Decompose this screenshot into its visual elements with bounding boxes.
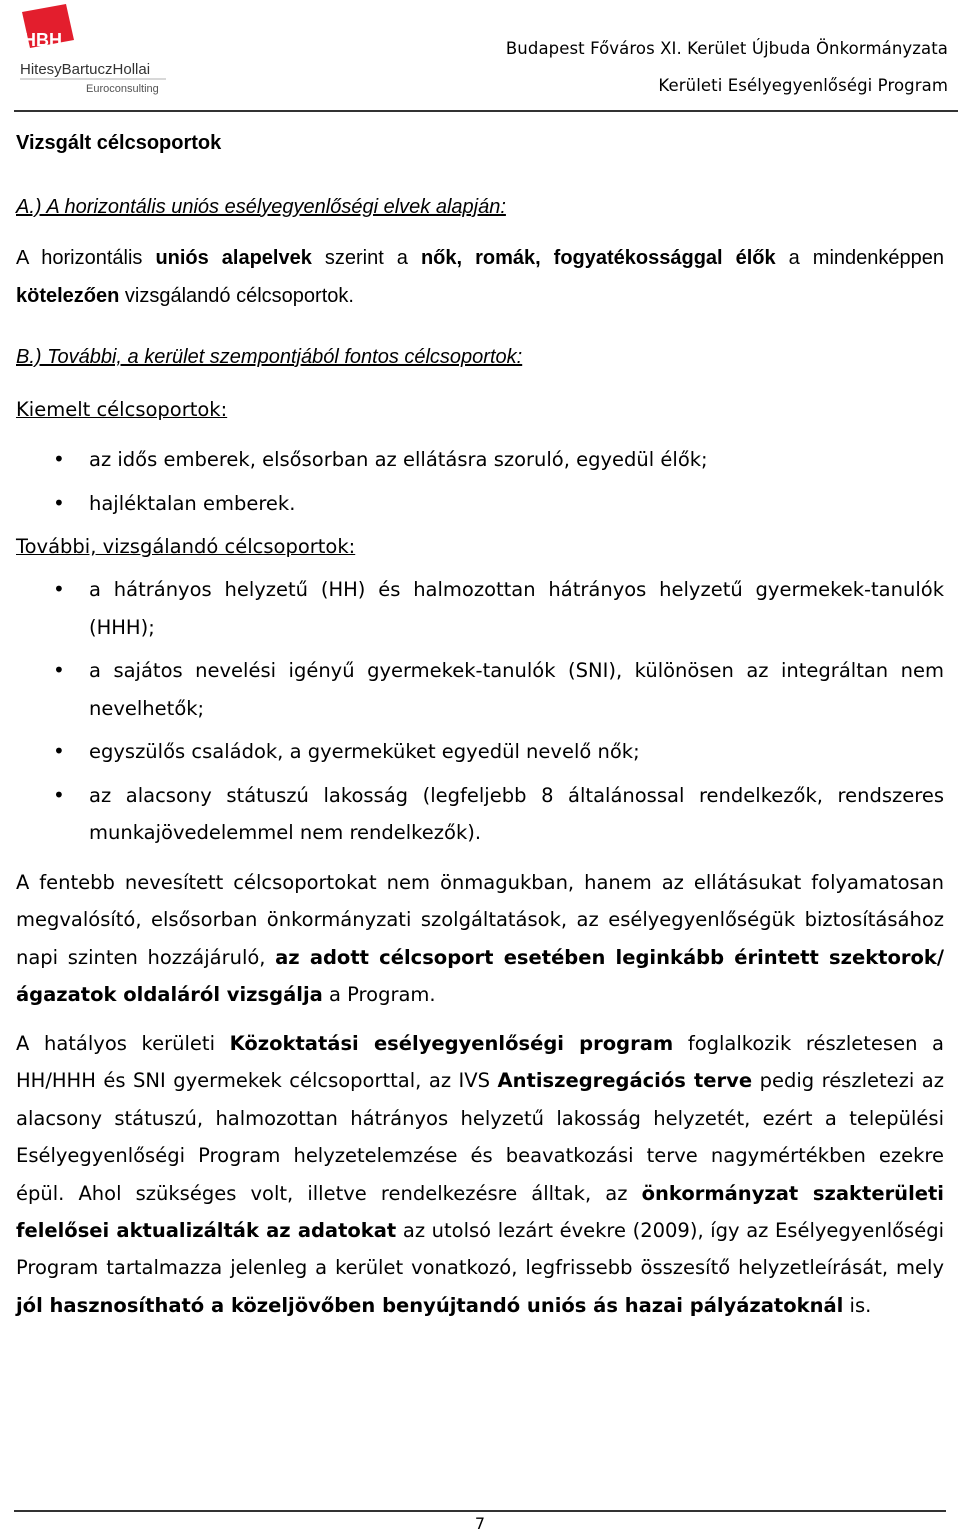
target-groups-paragraph: A fentebb nevesített célcsoportokat nem önmagukban, hanem az ellátásukat folyamatosan megvalósító, elsősorban önkormányzati szolgáltatások, az esélyegyenlőségük biztosításához napi szinten hozzájáruló, az adott célcsoport esetében leginkább érintett szektorok/ágazatok oldaláról vizsgálja a Program.: [16, 871, 944, 1006]
list-item: • hajléktalan emberek.: [16, 485, 944, 523]
list-item: • a hátrányos helyzetű (HH) és halmozottan hátrányos helyzetű gyermekek-tanulók (HHH);: [16, 571, 944, 646]
bullet-icon: •: [53, 577, 65, 601]
header-program: Kerületi Esélyegyenlőségi Program: [658, 76, 948, 95]
logo-name-text: HitesyBartuczHollai: [20, 61, 151, 78]
logo-graphic: [16, 2, 176, 98]
section-a-heading: A.) A horizontális uniós esélyegyenlőségi elvek alapján:: [16, 196, 506, 218]
hbh-logo: [16, 2, 176, 98]
list-item: • a sajátos nevelési igényű gyermekek-tanulók (SNI), különösen az integráltan nem nevelhetők;: [16, 652, 944, 727]
logo-sub-text: Euroconsulting: [86, 83, 159, 95]
further-groups-list: [16, 571, 944, 858]
section-a-paragraph: A horizontális uniós alapelvek szerint a nők, romák, fogyatékossággal élők a mindenképpen kötelezően vizsgálandó célcsoportok.: [16, 247, 944, 307]
highlighted-groups-list: [16, 441, 944, 528]
header-municipality: Budapest Főváros XI. Kerület Újbuda Önkormányzata: [505, 39, 948, 58]
bullet-icon: •: [53, 782, 65, 807]
section-b-heading: B.) További, a kerület szempontjából fontos célcsoportok:: [16, 346, 523, 368]
page-title: Vizsgált célcsoportok: [16, 132, 222, 154]
education-program-paragraph: A hatályos kerületi Közoktatási esélyegyenlőségi program foglalkozik részletesen a HH/HHH és SNI gyermekek célcsoporttal, az IVS Antiszegregációs terve pedig részletezi az alacsony státuszú, halmozottan hátrányos helyzetű lakosság helyzetét, ezért a települési Esélyegyenlőségi Program helyzetelemzése és beavatkozási terve nagymértékben ezekre épül. Ahol szükséges volt, illetve rendelkezésre álltak, az önkormányzat szakterületi felelősei aktualizálták az adatokat az utolsó lezárt évekre (2009), így az Esélyegyenlőségi Program tartalmazza jelenleg a kerület vonatkozó, legfrissebb összesítő helyzetleírását, mely jól hasznosítható a közeljövőben benyújtandó uniós ás hazai pályázatoknál is.: [16, 1032, 944, 1317]
list-item: • egyszülős családok, a gyermeküket egyedül nevelő nők;: [16, 733, 944, 771]
logo-mark-text: HBH: [23, 30, 62, 50]
highlighted-groups-label: Kiemelt célcsoportok:: [16, 398, 228, 421]
further-groups-label: További, vizsgálandó célcsoportok:: [16, 535, 356, 558]
bullet-icon: •: [53, 447, 65, 471]
list-item: • az idős emberek, elsősorban az ellátásra szoruló, egyedül élők;: [16, 441, 944, 479]
bullet-icon: •: [53, 658, 65, 682]
bullet-icon: •: [53, 490, 65, 515]
bullet-icon: •: [53, 739, 65, 763]
footer-divider: [14, 1510, 946, 1512]
list-item: • az alacsony státuszú lakosság (legfeljebb 8 általánossal rendelkezők, rendszeres munkajövedelemmel nem rendelkezők).: [16, 777, 944, 852]
page-number: 7: [474, 1514, 486, 1533]
page-header: [0, 0, 960, 112]
header-divider: [14, 110, 958, 112]
